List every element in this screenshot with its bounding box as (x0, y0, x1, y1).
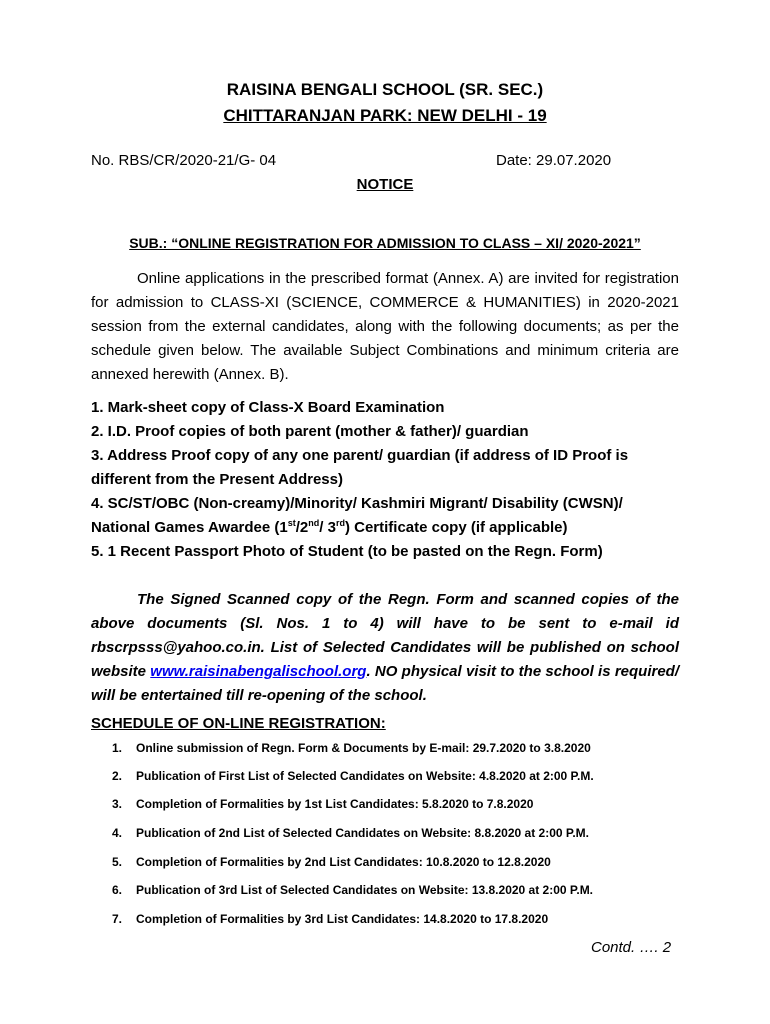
school-name: RAISINA BENGALI SCHOOL (SR. SEC.) (226, 80, 544, 99)
reference-number: No. RBS/CR/2020-21/G- 04 (91, 152, 277, 169)
document-item: 4. SC/ST/OBC (Non-creamy)/Minority/ Kashmiri Migrant/ Disability (CWSN)/ (91, 495, 623, 512)
schedule-item: 2. Publication of First List of Selected Candidates on Website: 4.8.2020 at 2:00 P.M. (112, 769, 594, 783)
instructions-paragraph: The Signed Scanned copy of the Regn. Form and scanned copies of the above documents (Sl. Nos. 1 to 4) will have to be sent to e-mail id rbscrpsss@yahoo.co.in. List of Selected Candidates will be published on school website www.raisinabengalischool.org. NO physical visit to the school is required/ will be entertained till re-opening of the school. (91, 591, 679, 704)
schedule-item: 6. Publication of 3rd List of Selected Candidates on Website: 13.8.2020 at 2:00 P.M. (112, 883, 594, 897)
schedule-item: 1. Online submission of Regn. Form & Documents by E-mail: 29.7.2020 to 3.8.2020 (112, 741, 591, 755)
document-item: 2. I.D. Proof copies of both parent (mother & father)/ guardian (91, 423, 529, 440)
subject-line: SUB.: “ONLINE REGISTRATION FOR ADMISSION TO CLASS – XI/ 2020-2021” (129, 235, 641, 251)
document-item: 3. Address Proof copy of any one parent/ guardian (if address of ID Proof is (91, 447, 629, 464)
document-item-continued: different from the Present Address) (91, 471, 343, 488)
schedule-heading: SCHEDULE OF ON-LINE REGISTRATION: (91, 715, 386, 732)
document-item: 5. 1 Recent Passport Photo of Student (to be pasted on the Regn. Form) (91, 543, 603, 560)
document-list (91, 396, 681, 564)
schedule-item: 3. Completion of Formalities by 1st List Candidates: 5.8.2020 to 7.8.2020 (112, 797, 534, 811)
notice-date: Date: 29.07.2020 (496, 152, 612, 169)
schedule-item: 7. Completion of Formalities by 3rd List Candidates: 14.8.2020 to 17.8.2020 (112, 912, 549, 926)
document-item: 1. Mark-sheet copy of Class-X Board Examination (91, 399, 445, 416)
schedule-item: 4. Publication of 2nd List of Selected Candidates on Website: 8.8.2020 at 2:00 P.M. (112, 826, 590, 840)
school-address: CHITTARANJAN PARK: NEW DELHI - 19 (223, 106, 547, 125)
intro-paragraph: Online applications in the prescribed format (Annex. A) are invited for registration for admission to CLASS-XI (SCIENCE, COMMERCE & HUMANITIES) in 2020-2021 session from the external candidates, along with the following documents; as per the schedule given below. The available Subject Combinations and minimum criteria are annexed herewith (Annex. B). (91, 270, 679, 383)
school-website-link[interactable]: www.raisinabengalischool.org (150, 663, 367, 680)
document-item-continued: National Games Awardee (1st/2nd/ 3rd) Certificate copy (if applicable) (91, 518, 568, 536)
continued-note: Contd. …. 2 (591, 939, 672, 956)
schedule-item: 5. Completion of Formalities by 2nd List Candidates: 10.8.2020 to 12.8.2020 (112, 855, 551, 869)
notice-heading: NOTICE (356, 176, 414, 193)
